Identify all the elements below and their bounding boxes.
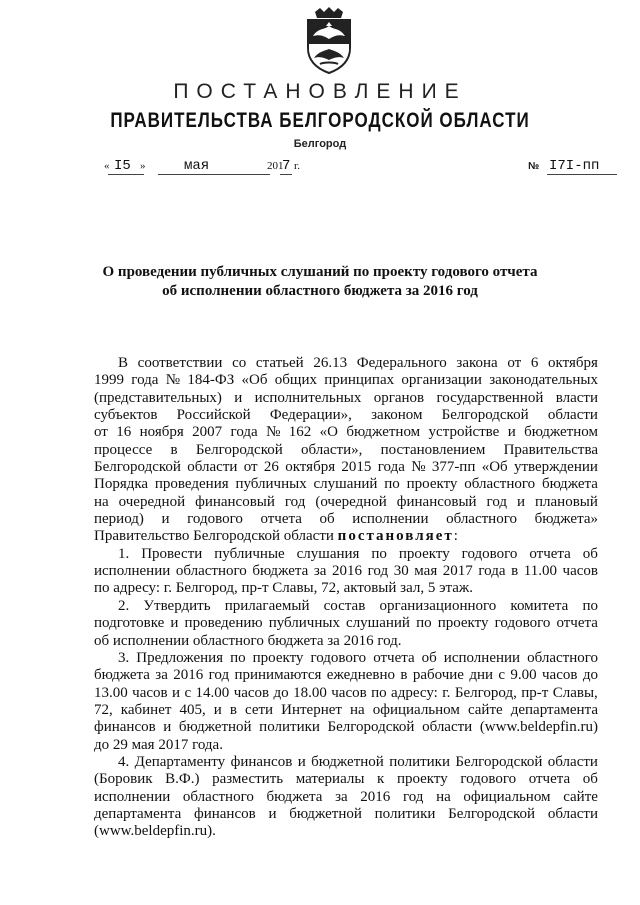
body-word: и (507, 424, 516, 441)
body-word: публичных (268, 615, 340, 632)
body-word: 184-ФЗ (187, 372, 235, 389)
date-month: мая (184, 158, 210, 174)
body-word: по (416, 615, 432, 632)
body-word: часов (233, 684, 270, 701)
body-word: мая (414, 563, 438, 580)
body-word: постановлением (380, 441, 486, 458)
resolution-verb: постановляет (337, 528, 454, 545)
body-word: 26.13 (313, 355, 348, 371)
body-word: по (384, 476, 400, 493)
body-line-text: Правительство Белгородской области (94, 528, 338, 545)
body-word: бюджета» (534, 511, 598, 528)
body-word: бюджетном (524, 424, 598, 441)
body-word: областного (446, 511, 517, 528)
body-word: прилагаемый (224, 597, 310, 614)
body-word: и (268, 805, 277, 822)
body-word: бюджетном (346, 424, 421, 441)
body-word: с (184, 684, 192, 701)
date-year-mark: г. (294, 160, 301, 172)
body-word: год (284, 493, 306, 510)
body-word: и (517, 493, 526, 510)
body-word: Департаменту (134, 753, 226, 770)
body-word: и (297, 753, 306, 770)
body-word: процессе (94, 441, 153, 458)
body-word: к (377, 771, 385, 788)
body-word: финансов (230, 753, 293, 770)
body-word: рабочие (412, 667, 464, 684)
body-word: слушаний (346, 615, 410, 632)
body-line (94, 372, 598, 389)
body-line (94, 442, 598, 459)
body-word: Белгородской (441, 407, 529, 424)
body-word: областного (175, 563, 247, 580)
body-word: принимаются (234, 667, 322, 684)
body-word: слушаний (313, 476, 378, 493)
body-word: В.Ф.) (165, 771, 200, 788)
body-line (94, 424, 598, 441)
body-word: 3. (118, 649, 130, 666)
document-type-heading: ПОСТАНОВЛЕНИЕ (173, 80, 467, 103)
body-word: период) (94, 511, 144, 528)
body-word: об (421, 649, 437, 666)
body-word: по (230, 649, 246, 666)
body-word: областного (182, 788, 254, 805)
body-word: очередной (118, 493, 186, 510)
body-word: 18.00 (293, 684, 327, 701)
body-line (94, 667, 598, 684)
body-word: «О (319, 424, 338, 441)
body-word: годового (310, 649, 367, 666)
body-word: на (436, 788, 451, 805)
body-word: годового (460, 771, 517, 788)
body-line (94, 719, 598, 736)
body-word: проекту (406, 476, 458, 493)
body-word: 2016 (360, 788, 391, 805)
body-word: финансов (94, 719, 156, 736)
body-word: 26 (263, 459, 279, 476)
body-word: организационного (379, 597, 497, 614)
date-year-prefix: 201 (267, 160, 284, 172)
body-line (94, 494, 598, 511)
body-word: 11.00 (523, 563, 557, 580)
body-word: об (319, 511, 335, 528)
body-word: в (400, 667, 408, 684)
body-word: со (232, 355, 247, 371)
body-word: в (229, 701, 237, 718)
body-word: за (335, 788, 348, 805)
body-word: бюджета (94, 667, 150, 684)
body-word: часов (331, 684, 367, 701)
body-word: области (547, 407, 598, 424)
body-word: Белгородской (327, 719, 415, 736)
body-word: бюджетной (178, 719, 252, 736)
date-close-quote: » (140, 160, 146, 172)
body-word: проекту (252, 649, 304, 666)
body-line (94, 615, 598, 632)
body-word: комитета (510, 597, 569, 614)
body-word: публичные (214, 545, 285, 562)
body-word: № (165, 372, 181, 389)
body-line (94, 459, 598, 476)
body-word: проекту (437, 615, 489, 632)
body-word: от (507, 355, 522, 371)
body-word: до (582, 667, 598, 684)
body-line (94, 390, 598, 407)
coat-of-arms-icon (300, 6, 358, 74)
body-word: отчета (260, 511, 302, 528)
body-word: 6 (530, 355, 539, 371)
body-line: об исполнении областного бюджета за 2016 год. (94, 632, 402, 649)
body-word: публичных (235, 476, 307, 493)
body-word: В (118, 355, 129, 371)
body-word: пр-т (521, 684, 549, 701)
body-line (94, 546, 598, 563)
body-word: Утвердить (143, 597, 211, 614)
body-word: официальном (372, 701, 460, 718)
date-year-suffix: 7 (282, 158, 291, 174)
body-word: исполнительных (254, 389, 362, 406)
body-word: департамента (94, 805, 182, 822)
body-word: Белгородской (455, 753, 543, 770)
body-word: 2007 (192, 424, 223, 441)
body-word: слушания (296, 545, 360, 562)
city-label: Белгород (293, 138, 347, 150)
body-line (94, 685, 598, 702)
body-word: и (170, 615, 179, 632)
body-word: года (377, 459, 405, 476)
body-word: области», (301, 441, 363, 458)
body-word: ежедневно (326, 667, 395, 684)
body-line (94, 528, 598, 545)
body-word: государственной (436, 389, 544, 406)
body-word: бюджетной (311, 753, 384, 770)
body-word: Российской (176, 407, 251, 424)
body-word: области (187, 459, 238, 476)
body-word: год (367, 563, 389, 580)
body-word: на (350, 701, 365, 718)
body-word: г. (442, 684, 451, 701)
body-line (94, 789, 598, 806)
body-word: исполнении (94, 788, 171, 805)
body-word: год (486, 493, 508, 510)
body-word: бюджета (252, 563, 309, 580)
body-word: Белгородской (448, 805, 536, 822)
body-word: отчета (556, 615, 598, 632)
body-line (94, 771, 598, 788)
body-word: 4. (118, 753, 130, 770)
body-word: ноября (139, 424, 184, 441)
body-word: финансовый (195, 493, 275, 510)
body-word: год (208, 667, 230, 684)
body-line (94, 563, 598, 580)
subject-line-1: О проведении публичных слушаний по проекту годового отчета (102, 264, 538, 280)
body-word: часов (562, 563, 598, 580)
month-underline (158, 174, 270, 175)
body-word: 2015 (341, 459, 372, 476)
body-line (94, 511, 598, 528)
body-word: устройстве (428, 424, 500, 441)
body-word: утверждении (513, 459, 598, 476)
body-word: общих (274, 372, 317, 389)
body-word: отчета (528, 771, 571, 788)
body-line (94, 355, 598, 372)
body-line: (www.beldepfin.ru). (94, 823, 216, 840)
body-word: и (213, 701, 222, 718)
document-number: I7I-пп (549, 158, 600, 174)
body-word: законом (371, 407, 423, 424)
body-word: бюджетной (289, 805, 362, 822)
body-word: об (582, 545, 598, 562)
body-word: статьей (255, 355, 304, 371)
body-word: области (547, 753, 598, 770)
body-word: субъектов (94, 407, 158, 424)
body-word: 13.00 (94, 684, 128, 701)
body-word: 72, (94, 701, 113, 718)
body-line (94, 476, 598, 493)
body-word: от (243, 459, 258, 476)
body-word: 30 (393, 563, 409, 580)
body-word: и (234, 389, 243, 406)
body-word: и (161, 511, 170, 528)
body-word: 2016 (332, 563, 363, 580)
body-word: «Об (481, 459, 508, 476)
body-line (94, 754, 598, 771)
document-subject (0, 263, 640, 301)
body-word: 2. (118, 597, 130, 614)
body-line: по адресу: г. Белгород, пр-т Славы, 72, актовый зал, 5 этаж. (94, 580, 474, 597)
body-word: исполнении (94, 563, 171, 580)
body-word: об (582, 771, 598, 788)
body-word: финансов (194, 805, 256, 822)
body-word: закона (456, 355, 498, 371)
body-word: с (498, 667, 506, 684)
body-word: 9.00 (510, 667, 537, 684)
body-word: в (170, 441, 178, 458)
body-word: адресу: (391, 684, 438, 701)
body-line (94, 702, 598, 719)
body-word: Интернет (281, 701, 342, 718)
body-word: проведения (154, 476, 229, 493)
body-word: сети (244, 701, 274, 718)
year-underline (280, 174, 292, 175)
body-word: 1. (118, 545, 130, 562)
body-word: Белгородской (94, 459, 181, 476)
body-word: года (478, 563, 506, 580)
body-word: законодательных (489, 372, 598, 389)
body-word: до (273, 684, 289, 701)
body-word: Белгородской (195, 441, 283, 458)
body-word: октября (548, 355, 598, 371)
number-sign: № (528, 161, 540, 172)
body-word: дни (469, 667, 493, 684)
issuer-heading: ПРАВИТЕЛЬСТВА БЕЛГОРОДСКОЙ ОБЛАСТИ (110, 108, 530, 132)
body-line (94, 598, 598, 615)
body-word: 405, (179, 701, 206, 718)
body-word: департамента (510, 701, 598, 718)
body-word: Правительства (503, 441, 598, 458)
body-word: сайте (563, 788, 598, 805)
body-word: № (411, 459, 426, 476)
body-word: финансовый (396, 493, 477, 510)
body-word: часов (132, 684, 168, 701)
body-word: (очередной (315, 493, 387, 510)
body-word: 377-пп (431, 459, 476, 476)
body-word: Федерации», (269, 407, 352, 424)
body-word: за (155, 667, 168, 684)
body-word: года (230, 424, 258, 441)
body-word: материалы (295, 771, 365, 788)
body-word: на (94, 493, 109, 510)
body-word: отчета (373, 649, 415, 666)
body-word: и (172, 684, 181, 701)
body-word: политики (374, 805, 436, 822)
body-word: состав (323, 597, 366, 614)
body-word: годового (461, 545, 518, 562)
body-word: Славы, (552, 684, 598, 701)
body-word: бюджета (541, 476, 598, 493)
body-line (94, 650, 598, 667)
body-word: проведению (184, 615, 263, 632)
body-word: по (582, 597, 598, 614)
body-word: отчета (529, 545, 571, 562)
body-word: власти (555, 389, 598, 406)
body-word: проекту (398, 545, 450, 562)
body-word: в (511, 563, 519, 580)
body-word: официальном (463, 788, 551, 805)
body-word: области (422, 719, 473, 736)
date-day: I5 (114, 158, 131, 174)
body-word: года (131, 372, 159, 389)
body-word: плановый (535, 493, 598, 510)
body-word: «Об (241, 372, 268, 389)
body-word: от (94, 424, 108, 441)
body-word: № (266, 424, 281, 441)
body-word: принципах (324, 372, 395, 389)
body-word: кабинет (120, 701, 172, 718)
body-word: годового (494, 615, 551, 632)
body-word: октября (285, 459, 336, 476)
body-word: (www.beldepfin.ru) (479, 719, 598, 736)
document-body (94, 355, 598, 841)
body-line: до 29 мая 2017 года. (94, 736, 223, 753)
body-word: 1999 (94, 372, 124, 389)
body-word: (Боровик (94, 771, 153, 788)
date-open-quote: « (104, 160, 110, 172)
number-underline (547, 174, 617, 175)
body-word: 16 (116, 424, 132, 441)
body-word: и (163, 719, 172, 736)
body-word: подготовке (94, 615, 165, 632)
body-word: соответствии (137, 355, 223, 371)
body-word: (представительных) (94, 389, 222, 406)
day-underline (108, 174, 144, 175)
body-word: по (371, 545, 387, 562)
body-word: исполнении (443, 649, 521, 666)
body-line (94, 407, 598, 424)
body-word: 2017 (442, 563, 473, 580)
body-word: часов (542, 667, 578, 684)
body-word: проекту (396, 771, 448, 788)
body-word: Порядка (94, 476, 149, 493)
body-word: сайте (467, 701, 503, 718)
body-word: областного (527, 649, 598, 666)
body-word: исполнении (352, 511, 429, 528)
body-word: 2016 (173, 667, 204, 684)
body-word: бюджета (266, 788, 323, 805)
body-word: по (371, 684, 387, 701)
body-word: за (313, 563, 327, 580)
body-word: 14.00 (195, 684, 230, 701)
body-line-punct: : (453, 528, 458, 545)
subject-line-2: об исполнении областного бюджета за 2016 год (162, 283, 478, 299)
body-word: организации (401, 372, 482, 389)
body-word: Белгород, (454, 684, 517, 701)
body-word: областного (464, 476, 536, 493)
body-word: 162 (288, 424, 312, 441)
body-word: Предложения (136, 649, 224, 666)
body-line (94, 806, 598, 823)
body-word: области (547, 805, 598, 822)
body-word: Провести (141, 545, 203, 562)
body-word: политики (259, 719, 320, 736)
body-word: годового (187, 511, 243, 528)
body-word: органов (373, 389, 425, 406)
body-word: политики (389, 753, 450, 770)
body-word: год (402, 788, 424, 805)
body-word: Федерального (356, 355, 447, 371)
body-word: разместить (212, 771, 284, 788)
